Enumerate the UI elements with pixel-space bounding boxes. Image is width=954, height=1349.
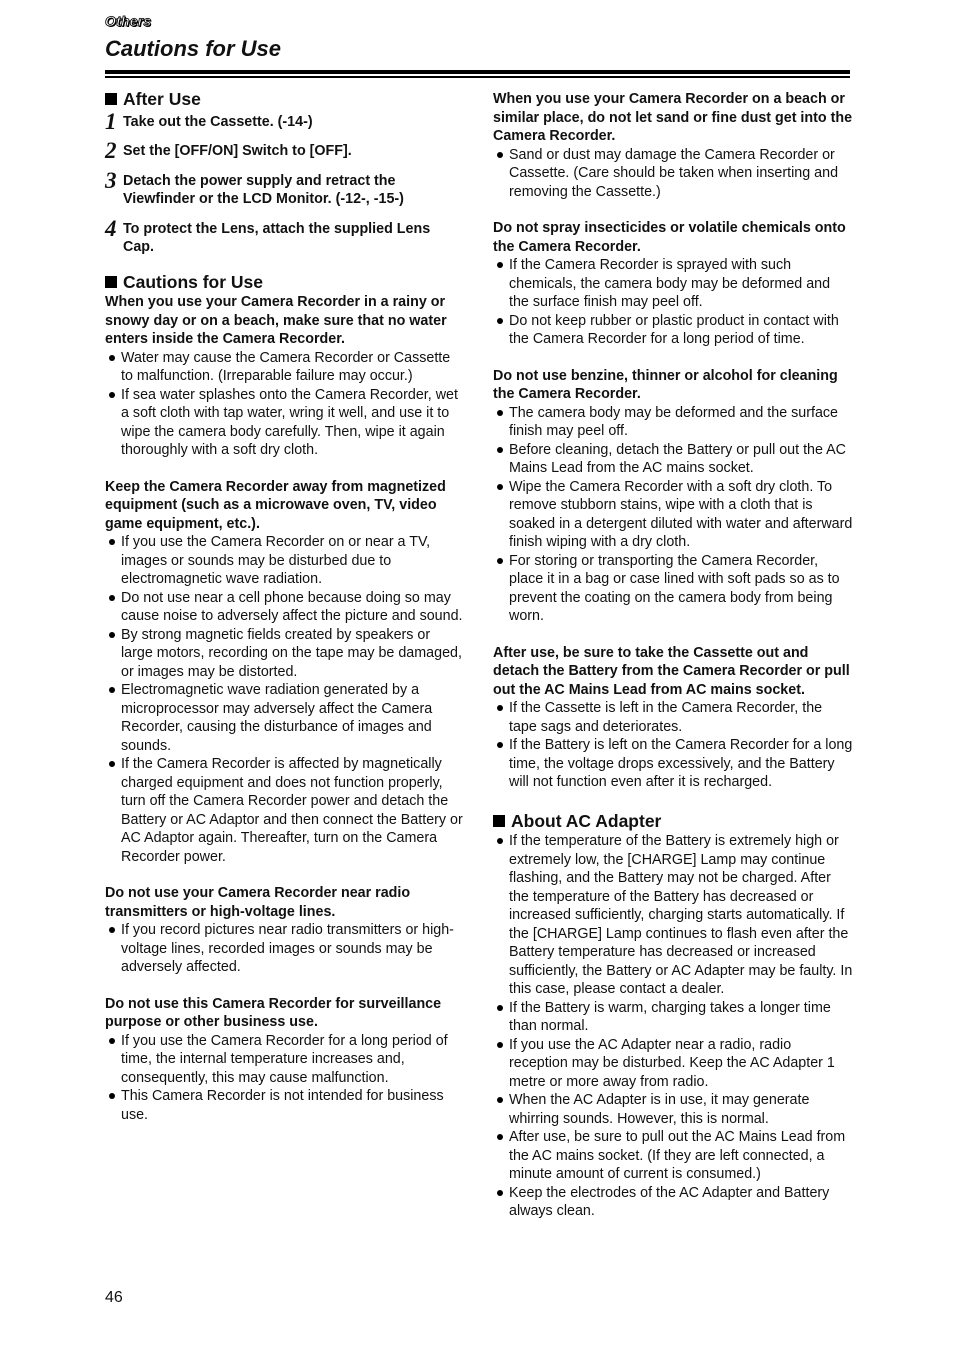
bullet-item: If you use the Camera Recorder for a long period of time, the internal temperature increases and, consequently, this may cause malfunction.: [105, 1032, 465, 1088]
bullet-item: If you record pictures near radio transmitters or high-voltage lines, recorded images or sounds may be adversely affected.: [105, 921, 465, 977]
bullet-item: The camera body may be deformed and the surface finish may peel off.: [493, 404, 853, 441]
bullet-item: If you use the AC Adapter near a radio, radio reception may be disturbed. Keep the AC Adapter 1 metre or more away from radio.: [493, 1036, 853, 1092]
caution-intro: Do not use this Camera Recorder for surveillance purpose or other business use.: [105, 995, 442, 1030]
caution-group: [105, 293, 465, 460]
caution-group: [105, 478, 465, 867]
caution-bullets: [493, 699, 853, 792]
ac-adapter-heading: [493, 812, 853, 831]
bullet-item: By strong magnetic fields created by speakers or large motors, recording on the tape may be damaged, or images may be distorted.: [105, 626, 465, 682]
caution-intro: Do not use benzine, thinner or alcohol for cleaning the Camera Recorder.: [493, 367, 838, 402]
bullet-item: If you use the Camera Recorder on or near a TV, images or sounds may be disturbed due to electromagnetic wave radiation.: [105, 533, 465, 589]
square-bullet-icon: [105, 276, 117, 288]
bullet-item: If the Battery is warm, charging takes a longer time than normal.: [493, 999, 853, 1036]
left-column: [105, 90, 465, 1142]
bullet-item: Keep the electrodes of the AC Adapter and Battery always clean.: [493, 1184, 853, 1221]
header-rule-thin: [105, 76, 850, 78]
header-rule-thick: [105, 70, 850, 74]
step-text: Set the [OFF/ON] Switch to [OFF].: [123, 143, 352, 159]
bullet-item: Electromagnetic wave radiation generated by a microprocessor may adversely affect the Camera Recorder, causing the disturbance of images and sounds.: [105, 681, 465, 755]
step-text: Detach the power supply and retract the Viewfinder or the LCD Monitor. (-12-, -15-): [123, 172, 404, 207]
caution-bullets: [493, 256, 853, 349]
caution-bullets: [493, 146, 853, 202]
caution-group: [493, 367, 853, 626]
step-number: 4: [105, 215, 117, 241]
caution-intro: When you use your Camera Recorder on a beach or similar place, do not let sand or fine dust get into the Camera Recorder.: [493, 91, 853, 144]
step-text: To protect the Lens, attach the supplied Lens Cap.: [123, 220, 431, 255]
caution-intro: Do not spray insecticides or volatile chemicals onto the Camera Recorder.: [493, 220, 846, 255]
caution-bullets: [105, 1032, 465, 1125]
bullet-item: If the Battery is left on the Camera Recorder for a long time, the voltage drops excessively, and the Battery will not function even after it is recharged.: [493, 736, 853, 792]
bullet-item: If the temperature of the Battery is extremely high or extremely low, the [CHARGE] Lamp may continue flashing, and the Battery may not be charged. After the temperature of the Battery has decreased or increased sufficiently, charging starts automatically. If the [CHARGE] Lamp continues to flash even after the Battery temperature has decreased or increased sufficiently, the Battery or AC Adapter may be faulty. In this case, please contact a dealer.: [493, 832, 853, 999]
caution-intro: When you use your Camera Recorder in a rainy or snowy day or on a beach, make sure that no water enters inside the Camera Recorder.: [105, 294, 447, 347]
square-bullet-icon: [105, 93, 117, 105]
caution-intro: Keep the Camera Recorder away from magnetized equipment (such as a microwave oven, TV, video game equipment, etc.).: [105, 478, 446, 532]
page-title: Cautions for Use: [105, 36, 282, 61]
bullet-item: If the Camera Recorder is sprayed with such chemicals, the camera body may be deformed and the surface finish may peel off.: [493, 256, 853, 312]
caution-bullets: [105, 349, 465, 460]
caution-group: [493, 644, 853, 792]
square-bullet-icon: [493, 815, 505, 827]
step: [105, 138, 465, 163]
step-text: Take out the Cassette. (-14-): [123, 113, 313, 130]
caution-intro: Do not use your Camera Recorder near radio transmitters or high-voltage lines.: [105, 885, 411, 920]
cautions-heading-text: Cautions for Use: [123, 271, 264, 292]
caution-group: [105, 884, 465, 977]
after-use-heading: [105, 90, 465, 109]
cautions-heading: [105, 273, 465, 292]
step: [105, 108, 465, 134]
caution-bullets: [493, 404, 853, 626]
bullet-item: After use, be sure to pull out the AC Mains Lead from the AC mains socket. (If they are left connected, a minute amount of current is consumed.): [493, 1128, 853, 1184]
ac-adapter-bullets: [493, 832, 853, 1221]
bullet-item: If the Camera Recorder is affected by magnetically charged equipment and does not function properly, turn off the Camera Recorder power and detach the Battery or AC Adaptor and then connect the Battery or AC Adaptor again. Thereafter, turn on the Camera Recorder power.: [105, 755, 465, 866]
bullet-item: Sand or dust may damage the Camera Recorder or Cassette. (Care should be taken when inserting and removing the Cassette.): [493, 146, 853, 202]
after-use-steps: [105, 108, 465, 257]
after-use-heading-text: After Use: [123, 89, 201, 109]
section-label: Others: [105, 13, 152, 29]
bullet-item: If the Cassette is left in the Camera Recorder, the tape sags and deteriorates.: [493, 699, 853, 736]
caution-bullets: [105, 921, 465, 977]
bullet-item: Before cleaning, detach the Battery or pull out the AC Mains Lead from the AC mains socket.: [493, 441, 853, 478]
step: [105, 215, 465, 257]
caution-group: [493, 90, 853, 201]
bullet-item: For storing or transporting the Camera Recorder, place it in a bag or case lined with soft pads so as to prevent the coating on the camera body from being worn.: [493, 552, 853, 626]
step: [105, 167, 465, 209]
bullet-item: When the AC Adapter is in use, it may generate whirring sounds. However, this is normal.: [493, 1091, 853, 1128]
caution-intro: After use, be sure to take the Cassette out and detach the Battery from the Camera Recorder or pull out the AC Mains Lead from AC mains socket.: [493, 644, 850, 698]
bullet-item: If sea water splashes onto the Camera Recorder, wet a soft cloth with tap water, wring it well, and use it to wipe the camera body carefully. Then, wipe it again thoroughly with a soft dry cloth.: [105, 386, 465, 460]
page-number: 46: [105, 1289, 123, 1306]
step-number: 2: [105, 138, 117, 163]
caution-group: [105, 995, 465, 1125]
bullet-item: Water may cause the Camera Recorder or Cassette to malfunction. (Irreparable failure may occur.): [105, 349, 465, 386]
caution-group: [493, 219, 853, 349]
ac-adapter-heading-text: About AC Adapter: [511, 810, 662, 831]
bullet-item: Do not use near a cell phone because doing so may cause noise to adversely affect the picture and sound.: [105, 589, 465, 626]
bullet-item: This Camera Recorder is not intended for business use.: [105, 1087, 465, 1124]
step-number: 3: [105, 167, 117, 193]
bullet-item: Do not keep rubber or plastic product in contact with the Camera Recorder for a long period of time.: [493, 312, 853, 349]
right-column: [493, 90, 853, 1221]
bullet-item: Wipe the Camera Recorder with a soft dry cloth. To remove stubborn stains, wipe with a cloth that is soaked in a detergent diluted with water and afterward finish wiping with a dry cloth.: [493, 478, 853, 552]
caution-bullets: [105, 533, 465, 866]
step-number: 1: [105, 108, 117, 134]
